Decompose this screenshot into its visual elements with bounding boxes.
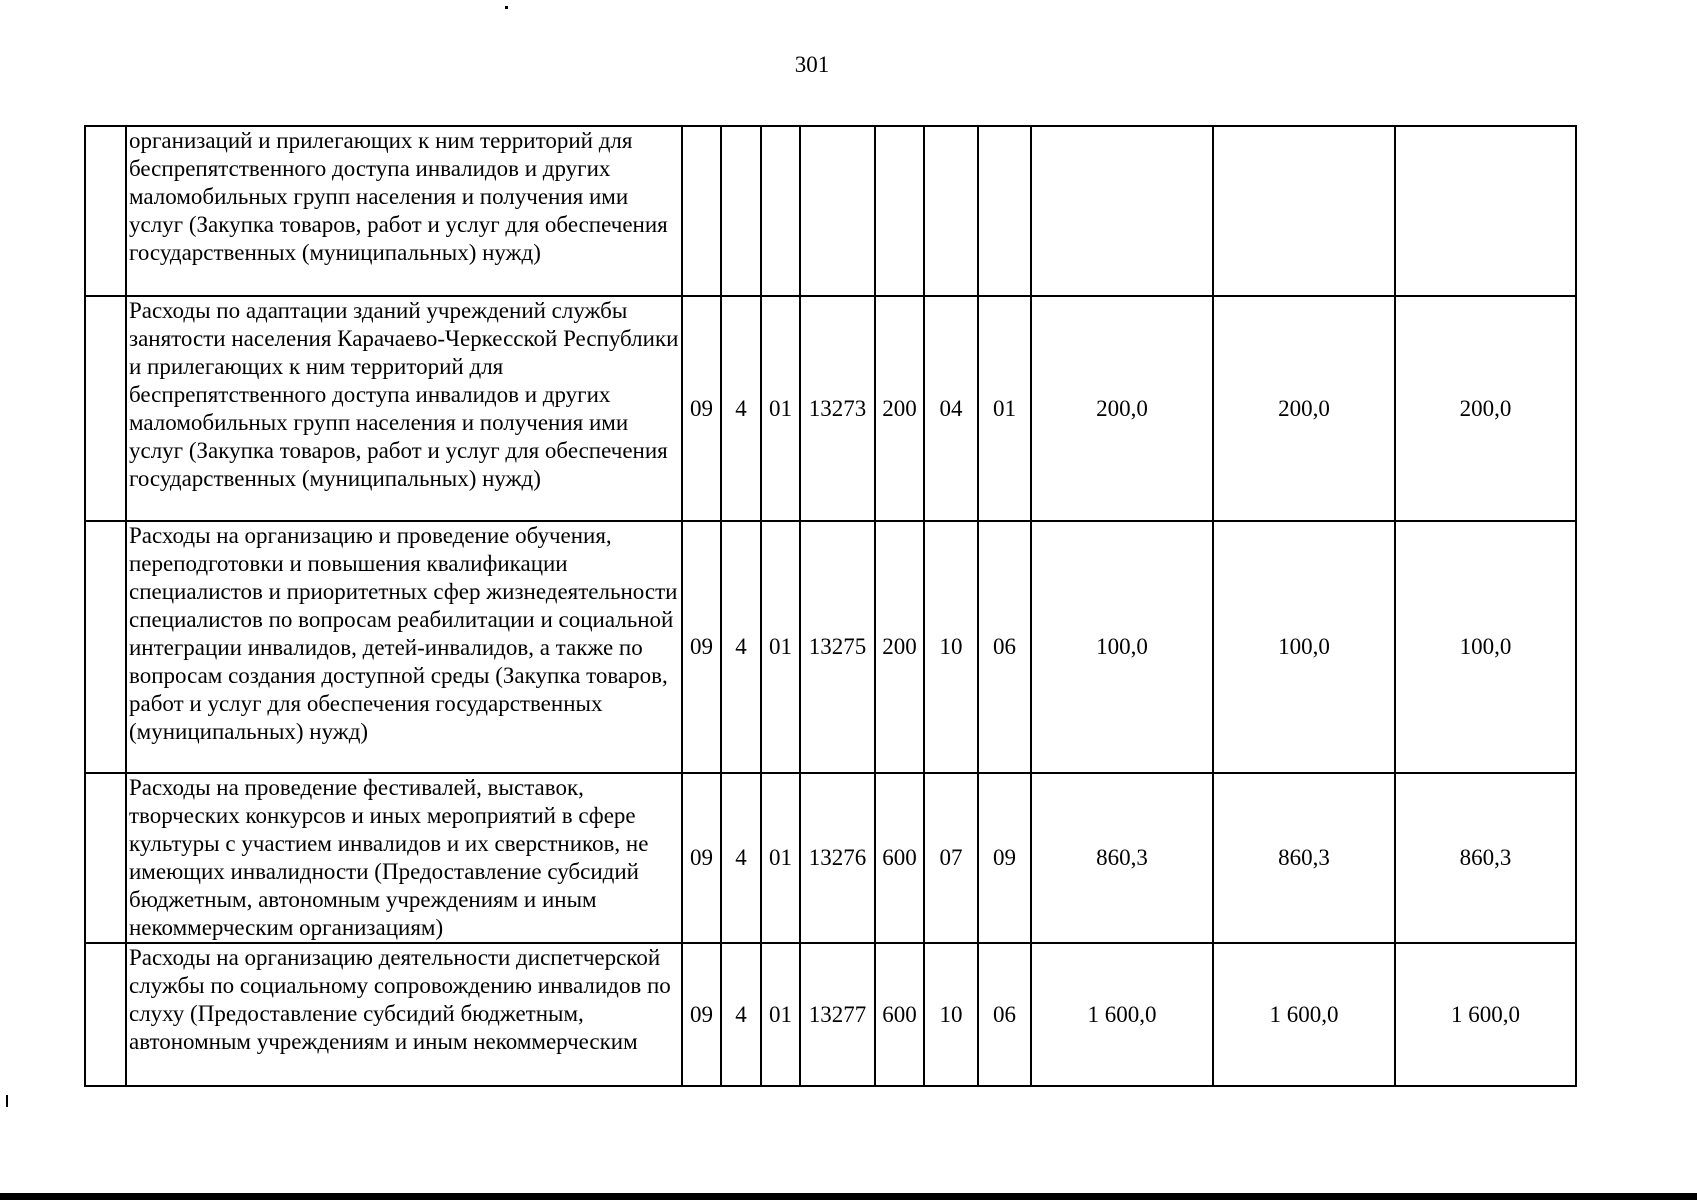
section-cell: 04 bbox=[924, 296, 978, 521]
subsection-cell bbox=[978, 126, 1031, 296]
scan-bottom-edge bbox=[0, 1193, 1697, 1200]
table-row bbox=[85, 521, 1576, 773]
program-code-cell: 4 bbox=[721, 943, 761, 1086]
subprogram-code-cell bbox=[761, 126, 800, 296]
table-row bbox=[85, 943, 1576, 1086]
amount-year-2-cell: 100,0 bbox=[1213, 521, 1395, 773]
scan-speck bbox=[6, 1095, 8, 1107]
table-row bbox=[85, 773, 1576, 943]
direction-code-cell: 13277 bbox=[800, 943, 875, 1086]
table-row bbox=[85, 126, 1576, 296]
direction-code-cell: 13276 bbox=[800, 773, 875, 943]
direction-code-cell: 13275 bbox=[800, 521, 875, 773]
subsection-cell: 09 bbox=[978, 773, 1031, 943]
description-text: Расходы на организацию и проведение обучения, переподготовки и повышения квалификации специалистов и приоритетных сфер жизнедеятельности специалистов по вопросам реабилитации и социальной интеграции инвалидов, детей-инвалидов, а также по вопросам создания доступной среды (Закупка товаров, работ и услуг для обеспечения государственных (муниципальных) нужд) bbox=[129, 523, 678, 744]
ministry-code-cell: 09 bbox=[682, 943, 721, 1086]
expense-type-cell bbox=[875, 126, 924, 296]
section-cell bbox=[924, 126, 978, 296]
description-text: Расходы по адаптации зданий учреждений службы занятости населения Карачаево-Черкесской Республики и прилегающих к ним территорий для беспрепятственного доступа инвалидов и других маломобильных групп населения и получения ими услуг (Закупка товаров, работ и услуг для обеспечения государственных (муниципальных) нужд) bbox=[129, 298, 679, 491]
amount-year-1-cell: 100,0 bbox=[1031, 521, 1213, 773]
description-cell bbox=[126, 521, 682, 773]
amount-year-1-cell: 860,3 bbox=[1031, 773, 1213, 943]
description-text: Расходы на проведение фестивалей, выставок, творческих конкурсов и иных мероприятий в сфере культуры с участием инвалидов и их сверстников, не имеющих инвалидности (Предоставление субсидий бюджетным, автономным учреждениям и иным некоммерческим организациям) bbox=[129, 775, 649, 940]
ministry-code-cell: 09 bbox=[682, 773, 721, 943]
amount-year-1-cell: 1 600,0 bbox=[1031, 943, 1213, 1086]
direction-code-cell: 13273 bbox=[800, 296, 875, 521]
amount-year-2-cell: 200,0 bbox=[1213, 296, 1395, 521]
expense-type-cell: 200 bbox=[875, 296, 924, 521]
page-number: 301 bbox=[794, 52, 830, 77]
amount-year-2-cell: 1 600,0 bbox=[1213, 943, 1395, 1086]
amount-year-2-cell bbox=[1213, 126, 1395, 296]
ministry-code-cell: 09 bbox=[682, 521, 721, 773]
row-number-cell bbox=[85, 943, 126, 1086]
program-code-cell: 4 bbox=[721, 296, 761, 521]
expense-type-cell: 200 bbox=[875, 521, 924, 773]
table-row bbox=[85, 296, 1576, 521]
amount-year-2-cell: 860,3 bbox=[1213, 773, 1395, 943]
subsection-cell: 01 bbox=[978, 296, 1031, 521]
amount-year-3-cell: 860,3 bbox=[1395, 773, 1576, 943]
subsection-cell: 06 bbox=[978, 521, 1031, 773]
expense-type-cell: 600 bbox=[875, 773, 924, 943]
scan-speck bbox=[505, 6, 508, 9]
row-number-cell bbox=[85, 296, 126, 521]
subprogram-code-cell: 01 bbox=[761, 943, 800, 1086]
section-cell: 07 bbox=[924, 773, 978, 943]
row-number-cell bbox=[85, 126, 126, 296]
amount-year-3-cell: 100,0 bbox=[1395, 521, 1576, 773]
expense-type-cell: 600 bbox=[875, 943, 924, 1086]
table-body bbox=[85, 126, 1576, 1086]
description-text: Расходы на организацию деятельности диспетчерской службы по социальному сопровождению инвалидов по слуху (Предоставление субсидий бюджетным, автономным учреждениям и иным некоммерческим bbox=[129, 945, 671, 1054]
amount-year-3-cell bbox=[1395, 126, 1576, 296]
description-cell bbox=[126, 126, 682, 296]
subsection-cell: 06 bbox=[978, 943, 1031, 1086]
program-code-cell: 4 bbox=[721, 773, 761, 943]
amount-year-1-cell: 200,0 bbox=[1031, 296, 1213, 521]
description-cell bbox=[126, 296, 682, 521]
description-text: организаций и прилегающих к ним территорий для беспрепятственного доступа инвалидов и других маломобильных групп населения и получения ими услуг (Закупка товаров, работ и услуг для обеспечения государственных (муниципальных) нужд) bbox=[129, 128, 668, 265]
ministry-code-cell bbox=[682, 126, 721, 296]
section-cell: 10 bbox=[924, 943, 978, 1086]
budget-table bbox=[84, 125, 1577, 1087]
row-number-cell bbox=[85, 521, 126, 773]
program-code-cell bbox=[721, 126, 761, 296]
row-number-cell bbox=[85, 773, 126, 943]
amount-year-3-cell: 200,0 bbox=[1395, 296, 1576, 521]
description-cell bbox=[126, 943, 682, 1086]
subprogram-code-cell: 01 bbox=[761, 296, 800, 521]
amount-year-3-cell: 1 600,0 bbox=[1395, 943, 1576, 1086]
description-cell bbox=[126, 773, 682, 943]
subprogram-code-cell: 01 bbox=[761, 773, 800, 943]
direction-code-cell bbox=[800, 126, 875, 296]
program-code-cell: 4 bbox=[721, 521, 761, 773]
ministry-code-cell: 09 bbox=[682, 296, 721, 521]
section-cell: 10 bbox=[924, 521, 978, 773]
amount-year-1-cell bbox=[1031, 126, 1213, 296]
subprogram-code-cell: 01 bbox=[761, 521, 800, 773]
